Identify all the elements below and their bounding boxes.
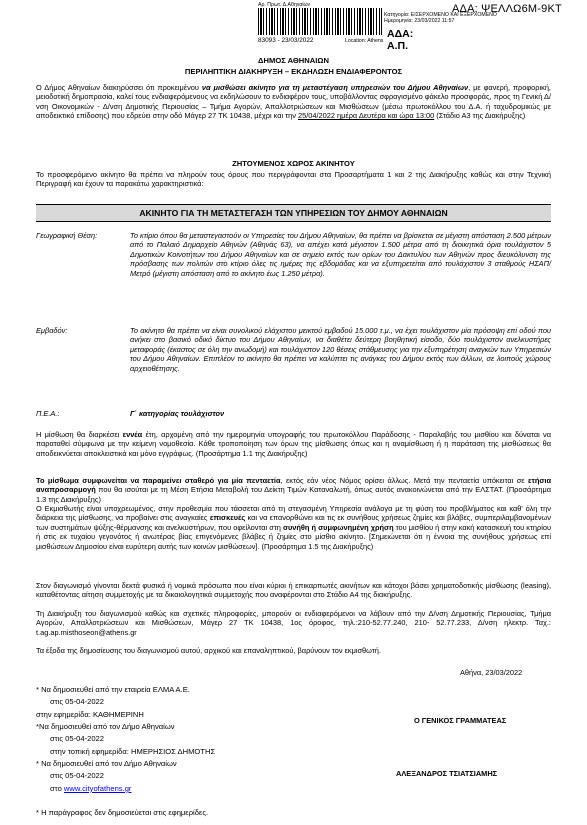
spec-label-pea: Π.Ε.Α.: (36, 409, 60, 418)
spec-text-location: Το κτίριο όπου θα μεταστεγαστούν οι Υπηρεσίες του Δήμου Αθηναίων, θα πρέπει να βρίσκεται σε μέγιστη απόσταση 2.500 μέτρων από το Παλαιό Δημαρχείο Αθηνών (Αθηνάς 63), να απέχει κατά μέγιστον 1.500 μέτρα από τη διοικητικά όρια τουλάχιστον 5 Δημοτικών Κοινοτήτων του Δήμου Αθηναίων και σε σημείο εκτός των ορίων του Δακτυλίου των Αθηνών προς διευκόλυνση της πρόσβασης των πολιτών στο κτίριο όλες τις ημέρες της εβδομάδας και να εξυπηρετείται από τουλάχιστον 3 σταθμούς ΗΣΑΠ/Μετρό (μέγιστη απόσταση από το ακίνητο έως 1.250 μέτρα). (130, 231, 551, 278)
lease-duration-paragraph: Η μίσθωση θα διαρκέσει εννέα έτη, αρχομένη από την ημερομηνία υπογραφής του πρωτοκόλλου Παράδοσης - Παραλαβής του μισθίου και δύναται να παραταθεί σύμφωνα με την κείμενη νομοθεσία. Κάθε τροποποίηση των όρων της μίσθωσης όπως και η αναμίσθωση ή η παράταση της μισθώσεως θα αποδεικνύεται αποκλειστικά και μόνο εγγράφως. (Προσάρτημα 1.1 της Διακήρυξης) (36, 430, 552, 458)
publication-line-9: στο www.cityofathens.gr (50, 784, 132, 793)
stamp-line-1: Αρ. Πρωτ. Δ.Αθηναίων (258, 2, 311, 8)
org-title: ΔΗΜΟΣ ΑΘΗΝΑΙΩΝ (258, 56, 329, 65)
info-paragraph: Τη Διακήρυξη του διαγωνισμού καθώς και σχετικές πληροφορίες, μπορούν οι ενδιαφερόμενοι να λάβουν από την Δ/νση Δημοτικής Περιουσίας, Τμήμα Αγορών, Απαλλοτριώσεων και Μισθώσεων, Μάγερ 27 ΤΚ 10438, 1ος όροφος, τηλ.:210-52.77.240, 210- 52.77.233, Δ/νση ηλεκτρ. Ταχ.: t.ag.ap.misthoseon@athens.gr (36, 609, 551, 637)
ap-label: Α.Π. (387, 40, 408, 52)
publication-line-2: στις 05-04-2022 (50, 697, 104, 706)
publication-line-7: * Να δημοσιευθεί από τον Δήμο Αθηναίων (36, 759, 177, 768)
stamp-location: Location: Athens (345, 38, 384, 44)
ada-top: ΑΔΑ: ΨΕΛΛΩ6Μ-9ΚΤ (452, 3, 562, 15)
sought-text: Το προσφερόμενο ακίνητο θα πρέπει να πληρούν τους όρους που περιγράφονται στα Προσαρτήματα 1 και 2 της Διακήρυξης καθώς και στην Τεχνική Περιγραφή και έχουν τα παρακάτω χαρακτηριστικά: (36, 170, 551, 189)
signer-name: ΑΛΕΞΑΝΔΡΟΣ ΤΣΙΑΤΣΙΑΜΗΣ (396, 769, 498, 778)
publication-line-1: * Να δημοσιευθεί από την εταιρεία ΕΛΜΑ Α.Ε. (36, 685, 190, 694)
stamp-line-2: Κατηγορία: ΕΙΣΕΡΧΟΜΕΝΟ ΚΑΙ ΕΞΕΡΧΟΜΕΝΟ (384, 12, 497, 18)
publication-line-8: στις 05-04-2022 (50, 771, 104, 780)
signer-role: Ο ΓΕΝΙΚΟΣ ΓΡΑΜΜΑΤΕΑΣ (414, 716, 507, 725)
spec-label-area: Εμβαδόν: (36, 326, 68, 335)
city-website-link[interactable]: www.cityofathens.gr (63, 784, 132, 793)
barcode (258, 8, 382, 35)
doc-subtitle: ΠΕΡΙΛΗΠΤΙΚΗ ΔΙΑΚΗΡΥΞΗ – ΕΚΔΗΛΩΣΗ ΕΝΔΙΑΦΕΡΟΝΤΟΣ (184, 67, 403, 76)
intro-paragraph: Ο Δήμος Αθηναίων διακηρύσσει ότι προκειμένου να μισθώσει ακίνητο για τη μεταστέγαση υπηρεσιών του Δήμου Αθηναίων, με φανερή, προφορική, μειοδοτική δημοπρασία, καλεί τους ενδιαφερόμενους να εκδηλώσουν το ενδιαφέρον τους, υποβάλλοντας σφραγισμένο φάκελο προσφοράς, προς τη Γενική Δ/νση Οικονομικών - Δ/νση Δημοτικής Περιουσίας – Τμήμα Αγορών, Απαλλοτριώσεων και Μισθώσεων (μέσω πρωτοκόλλου του Δ.Α. ή ταχυδρομικώς με αποδεικτικό επίδοσης) που εδρεύει στην οδό Μάγερ 27 ΤΚ 10438, μέχρι και την 25/04/2022 ημέρα Δευτέρα και ώρα 13:00 (Στάδιο Α3 της Διακήρυξης) (36, 83, 551, 121)
expenses-paragraph: Τα έξοδα της δημοσίευσης του διαγωνισμού αυτού, αρχικού και επαναληπτικού, βαρύνουν τον εκμισθωτή. (36, 646, 381, 655)
issue-date: Αθήνα, 23/03/2022 (460, 668, 523, 677)
protocol-number: 83093 - 23/03/2022 (258, 37, 314, 44)
publication-line-3: στην εφημερίδα: ΚΑΘΗΜΕΡΙΝΗ (36, 710, 144, 719)
property-box-title: ΑΚΙΝΗΤΟ ΓΙΑ ΤΗ ΜΕΤΑΣΤΕΓΑΣΗ ΤΩΝ ΥΠΗΡΕΣΙΩΝ ΤΟΥ ΔΗΜΟΥ ΑΘΗΝΑΙΩΝ (36, 204, 551, 222)
participants-paragraph: Στον διαγωνισμό γίνονται δεκτά φυσικά ή νομικά πρόσωπα που είναι κύριοι ή επικαρπωτές ακινήτων και κάτοχοι βάσει χρηματοδοτικής μίσθωσης (leasing), καταθέτοντας αίτηση συμμετοχής με τα δικαιολογητικά συμμετοχής που αναφέρονται στο Στάδιο Α4 της διακήρυξης. (36, 581, 551, 600)
publication-line-4: *Να δημοσιευθεί από τον Δήμο Αθηναίων (36, 722, 175, 731)
repairs-paragraph: Ο Εκμισθωτής είναι υποχρεωμένος, στην προθεσμία που τάσσεται από τη στεγασμένη Υπηρεσία ανάλογα με τη φύση του προβλήματος και καθ' όλη την διάρκεια της μίσθωσης, να προβαίνει στις αναγκαίες επισκευές και να επανορθώνει και τις εκ συνήθους χρήσεως ζημίες και βλάβες, συμπεριλαμβανομένων των συστημάτων ψύξης-θέρμανσης και ανελκυστήρων, που οφείλονται στη συνήθη ή συμφωνημένη χρήση του μισθίου ή στην κακή κατασκευή του κτηρίου ή στις εκ τυχαίου γεγονότος ή ανωτέρας βίας επιγενόμενες βλάβες ή ζημίες στο μίσθιο ακίνητο. [Σημειώνεται ότι η έννοια της συνήθους χρήσεως επί μισθώσεων Δημοσίου είναι ευρύτερη αυτής των κοινών μισθώσεων]. (Προσάρτημα 1.5 της Διακήρυξης) (36, 504, 552, 551)
spec-text-area: Το ακίνητο θα πρέπει να είναι συνολικού ελάχιστου μεικτού εμβαδού 15.000 τ.μ., να έχει τουλάχιστον μία πρόσοψη επί οδού που ανήκει στο βασικό οδικό δίκτυο του Δήμου Αθηναίων, να διαθέτει δεύτερη βοηθητική είσοδο, δύο τουλάχιστον ανελκυστήρες μεταφοράς (έκαστος σε όλη την ανωδομή) και τουλάχιστον 120 θέσεις στάθμευσης για την εξυπηρέτηση αναγκών των Υπηρεσιών του Δήμου Αθηναίων. Επιπλέον το ακίνητο θα πρέπει να καλύπτει τις ανάγκες του Δήμου εκτός των άλλων, σε λοιπούς χώρους αρχειοθέτησης. (130, 326, 551, 373)
sought-title: ΖΗΤΟΥΜΕΝΟΣ ΧΩΡΟΣ ΑΚΙΝΗΤΟΥ (232, 159, 355, 168)
ada-label: ΑΔΑ: (387, 28, 414, 40)
stamp-line-3: Ημερομηνία: 23/03/2022 11:57 (384, 18, 455, 24)
spec-label-location: Γεωγραφική Θέση: (36, 231, 98, 240)
publication-note: * Η παράγραφος δεν δημοσιεύεται στις εφημερίδες. (36, 808, 209, 817)
publication-line-5: στις 05-04-2022 (50, 734, 104, 743)
publication-line-6: στην τοπική εφημερίδα: ΗΜΕΡΗΣΙΟΣ ΔΗΜΟΤΗΣ (50, 747, 216, 756)
rent-paragraph: Το μίσθωμα συμφωνείται να παραμείνει σταθερό για μία πενταετία, εκτός εάν νέος Νόμος ορίσει άλλως. Μετά την πενταετία υπόκειται σε ετήσια αναπροσαρμογή που θα ισούται με τη Μέση Ετήσια Μεταβολή του Δείκτη Τιμών Καταναλωτή, όπως αυτός ανακοινώνεται από την ΕΛΣΤΑΤ. (Προσάρτημα 1.3 της Διακήρυξης) (36, 476, 551, 504)
spec-text-pea: Γ΄ κατηγορίας τουλάχιστον (130, 409, 225, 418)
